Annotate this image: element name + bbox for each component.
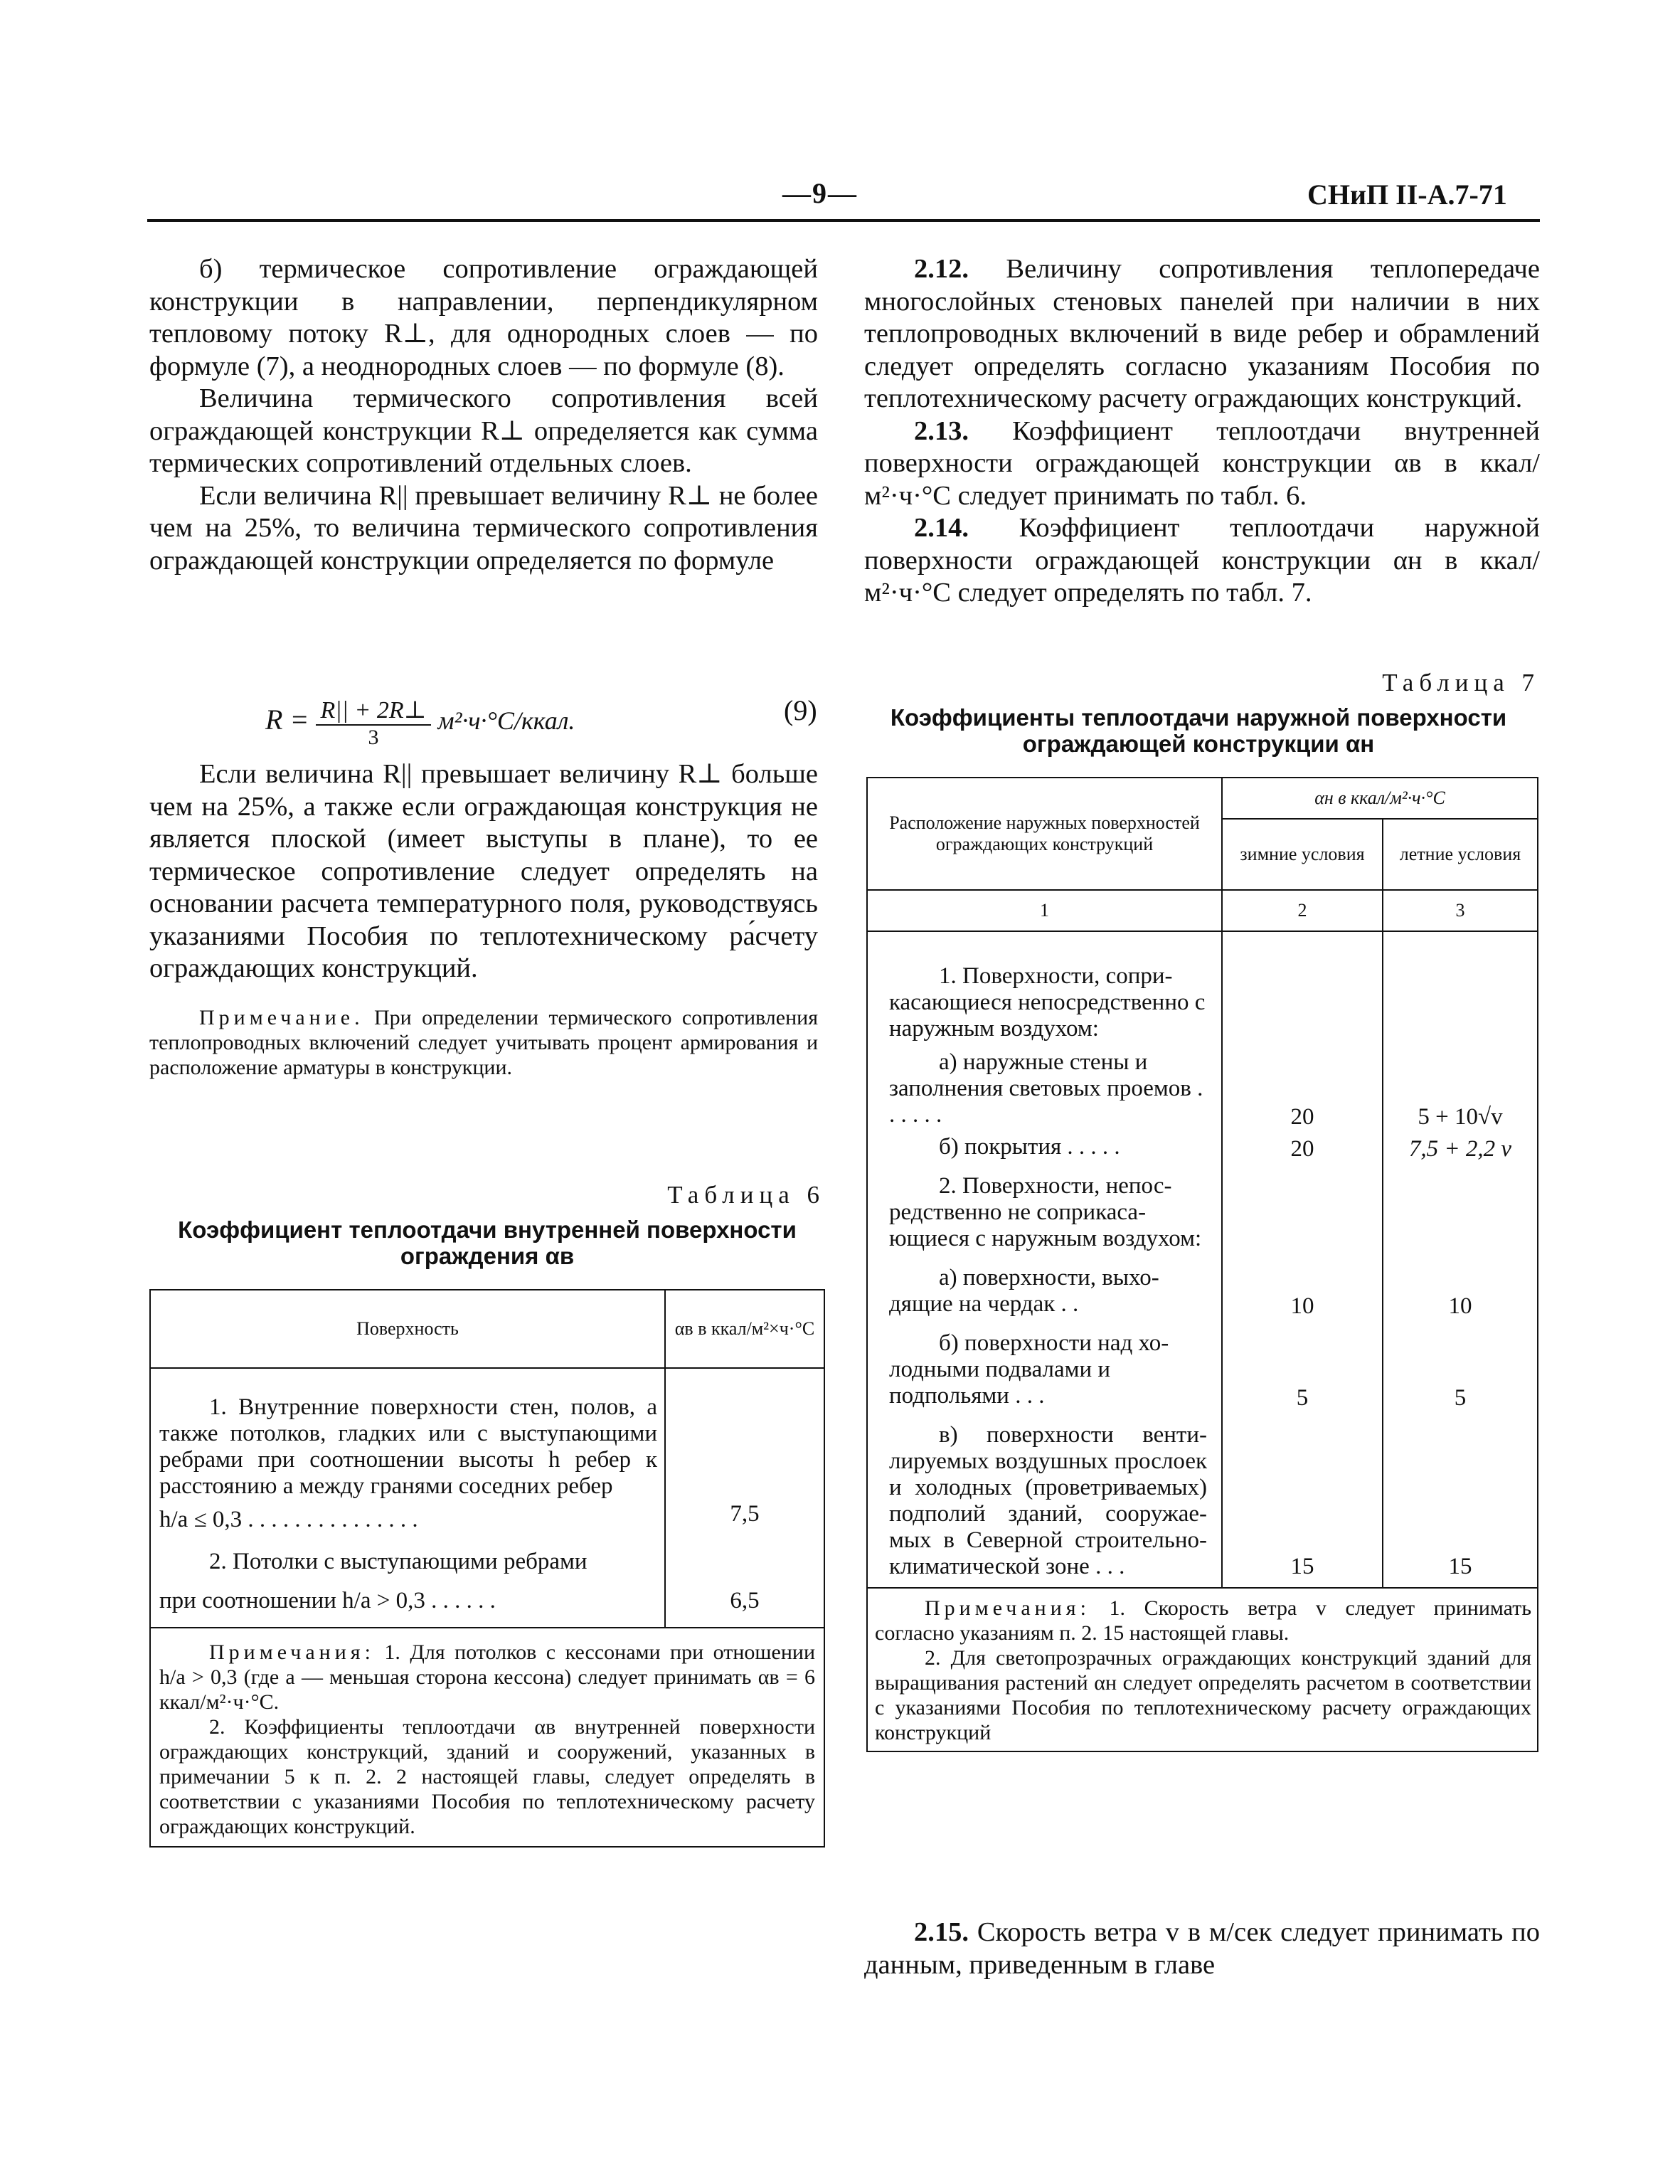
- table7-row1a: [867, 1046, 1222, 1131]
- left-column: [149, 253, 818, 577]
- paragraph-condition-25: Если величина R|| превышает величину R⊥ не более чем на 25%, то величина термического сопротивления ограждающей конструкции определяется по формуле: [149, 480, 818, 576]
- table7-row2b-winter: 5: [1222, 1320, 1383, 1412]
- table7-row2a-text: а) поверхности, выходящие на чердак . .: [889, 1265, 1159, 1317]
- paragraph-2-14: [864, 512, 1540, 610]
- p213-number: 2.13.: [914, 415, 969, 446]
- table7-row2a-winter: 10: [1222, 1255, 1383, 1320]
- table7-head-location: Расположение наружных поверхностей ограждающих конструкций: [867, 778, 1222, 890]
- table7-note1-text: 1. Скорость ветра v следует принимать согласно указаниям п. 2. 15 настоящей главы.: [875, 1596, 1532, 1645]
- table7-row2b: [867, 1320, 1222, 1412]
- table7-row1b: [867, 1131, 1222, 1163]
- table6-row2-condition: при соотношении h/a > 0,3 . . . . . .: [159, 1588, 496, 1613]
- table6-notes: [150, 1628, 824, 1847]
- p213-text: Коэффициент теплоотдачи внутренней поверхности ограждающей конструкции αв в ккал/м²·ч·°С следует принимать по табл. 6.: [864, 415, 1540, 511]
- table7-group2: [867, 1163, 1222, 1255]
- table7-row1b-text: б) покрытия . . . . .: [939, 1134, 1120, 1160]
- table6-block: [149, 1181, 825, 1269]
- paragraph-total-resistance: Величина термического сопротивления всей ограждающей конструкции R⊥ определяется как сумма термических сопротивлений отдельных слоев.: [149, 383, 818, 478]
- table7-block: [857, 669, 1540, 757]
- p215-number: 2.15.: [914, 1917, 969, 1947]
- table6-note1: [159, 1640, 815, 1714]
- table6-head-value: αв в ккал/м²×ч·°С: [674, 1318, 815, 1339]
- formula-unit: м²·ч·°С/ккал.: [437, 706, 575, 736]
- table7-col1: 1: [867, 890, 1222, 931]
- table7-row1a-summer: 5 + 10√v: [1418, 1104, 1503, 1130]
- paragraph-2-13: [864, 415, 1540, 513]
- paragraph-2-12: [864, 253, 1540, 415]
- table7-caption: Таблица 7: [1382, 669, 1540, 696]
- table7-row1a-winter: 20: [1222, 1046, 1383, 1131]
- table6-row2-value: 6,5: [730, 1588, 760, 1613]
- table7-row2a: [867, 1255, 1222, 1320]
- table7-group1-text: 1. Поверхности, соприкасающиеся непосредственно с наружным воздухом:: [889, 963, 1206, 1041]
- table7-row2c-summer: 15: [1448, 1554, 1472, 1579]
- p212-text: Величину сопротивления теплопередаче многослойных стеновых панелей при наличии в них теплопроводных включений в виде ребер и обрамлений следует определять согласно указаниям Пособия по теплотехническому расчету ограждающих конструкций.: [864, 254, 1540, 413]
- left-column-lower: [149, 758, 818, 1080]
- table7-head-winter: зимние условия: [1222, 819, 1383, 890]
- table7-row2c: [867, 1412, 1222, 1588]
- p214-number: 2.14.: [914, 513, 969, 543]
- formula-9: [265, 696, 575, 750]
- table6-row1-condition: h/a ≤ 0,3 . . . . . . . . . . . . . . .: [159, 1507, 418, 1532]
- table6: [149, 1289, 825, 1848]
- table6-row2-cell: [150, 1533, 665, 1628]
- formula-denominator: 3: [368, 726, 379, 749]
- table6-note2: 2. Коэффициенты теплоотдачи αв внутренней поверхности ограждающих конструкций, зданий и сооружений, указанных в примечании 5 к п. 2. 2 настоящей главы, следует определять в соответствии с указаниями Пособия по теплотехническому расчету ограждающих конструкций.: [159, 1715, 815, 1838]
- table7-col3: 3: [1383, 890, 1538, 931]
- table7-head-value: αн в ккал/м²·ч·°С: [1222, 778, 1538, 819]
- note-label: Примечание.: [199, 1005, 364, 1029]
- table7-head-summer: летние условия: [1383, 819, 1538, 890]
- paragraph-2-15: [864, 1917, 1540, 1981]
- table6-row1-text: 1. Внутренние поверхности стен, полов, а также потолков, гладких или с выступающими ребрами при соотношении высоты h ребер к расстоянию a между гранями соседних ребер: [159, 1394, 657, 1499]
- table7: [866, 777, 1538, 1752]
- table7-row2c-winter: 15: [1222, 1412, 1383, 1588]
- table7-group1-summer: [1383, 931, 1538, 1046]
- table7-row2b-summer: 5: [1454, 1385, 1467, 1411]
- table7-row1a-text: а) наружные стены и заполнения световых проемов . . . . . .: [889, 1049, 1203, 1128]
- table6-row1-cell: [150, 1368, 665, 1533]
- table7-row1b-winter: 20: [1222, 1131, 1383, 1163]
- p214-text: Коэффициент теплоотдачи наружной поверхности ограждающей конструкции αн в ккал/м²·ч·°С следует определять по табл. 7.: [864, 513, 1541, 608]
- note-reinforcement: [149, 1005, 818, 1080]
- table7-col2: 2: [1222, 890, 1383, 931]
- table7-row2a-summer: 10: [1448, 1293, 1472, 1319]
- table7-note2: 2. Для светопрозрачных ограждающих конструкций зданий для выращивания растений αн следует определять расчетом в соответствии с указаниями Пособия по теплотехническому расчету ограждающих конструкций: [875, 1646, 1531, 1744]
- document-code: СНиП II-А.7-71: [1307, 179, 1507, 211]
- table7-title: Коэффициенты теплоотдачи наружной поверхности ограждающей конструкции αн: [890, 704, 1507, 757]
- page-number: —9—: [782, 177, 858, 209]
- right-column-bottom: [864, 1917, 1540, 1981]
- table7-group2-winter: [1222, 1163, 1383, 1255]
- formula-fraction: [316, 696, 430, 750]
- table7-row2b-text: б) поверхности над холодными подвалами и подпольями . . .: [889, 1330, 1169, 1409]
- formula-numerator: R|| + 2R⊥: [316, 696, 430, 726]
- table7-group1: [867, 931, 1222, 1046]
- p212-number: 2.12.: [914, 254, 969, 284]
- table6-caption: Таблица 6: [667, 1181, 825, 1209]
- table7-group2-summer: [1383, 1163, 1538, 1255]
- table7-notes: [867, 1588, 1538, 1751]
- formula-lhs: R =: [265, 704, 309, 736]
- table7-group2-text: 2. Поверхности, непосредственно не соприкасающиеся с наружным воздухом:: [889, 1173, 1202, 1251]
- table6-row2-text: 2. Потолки с выступающими ребрами: [209, 1549, 588, 1574]
- table6-title: Коэффициент теплоотдачи внутренней поверхности ограждения αв: [178, 1216, 797, 1269]
- table7-row1b-summer: 7,5 + 2,2 v: [1408, 1136, 1512, 1162]
- paragraph-b: б) термическое сопротивление ограждающей конструкции в направлении, перпендикулярном тепловому потоку R⊥, для однородных слоев — по формуле (7), а неоднородных слоев — по формуле (8).: [149, 254, 818, 381]
- right-column: [864, 253, 1540, 610]
- table6-row1-value: 7,5: [730, 1501, 760, 1527]
- header-rule: [147, 219, 1540, 222]
- paragraph-temperature-field: Если величина R|| превышает величину R⊥ больше чем на 25%, а также если ограждающая конструкция не является плоской (имеет выступы в плане), то ее термическое сопротивление следует определять на основании расчета температурного поля, руководствуясь указаниями Пособия по теплотехническому ра́счету ограждающих конструкций.: [149, 759, 818, 983]
- p215-text: Скорость ветра v в м/сек следует принимать по данным, приведенным в главе: [864, 1917, 1541, 1980]
- table6-head-surface: Поверхность: [150, 1290, 665, 1368]
- table7-row2c-text: в) поверхности вентилируемых воздушных прослоек и холодных (проветриваемых) подполий зданий, сооружаемых в Северной строительно-климатической зоне . . .: [889, 1422, 1207, 1579]
- equation-number: (9): [784, 694, 817, 726]
- table6-note1-text: 1. Для потолков с кессонами при отношении h/a > 0,3 (где a — меньшая сторона кессона) следует принимать αв = 6 ккал/м²·ч·°С.: [159, 1640, 815, 1714]
- table7-group1-winter: [1222, 931, 1383, 1046]
- table7-note-label: Примечания:: [925, 1596, 1090, 1620]
- note-text: При определении термического сопротивления теплопроводных включений следует учитывать процент армирования и расположение арматуры в конструкции.: [149, 1005, 818, 1079]
- table6-note-label: Примечания:: [209, 1640, 375, 1664]
- table7-note1: [875, 1596, 1531, 1645]
